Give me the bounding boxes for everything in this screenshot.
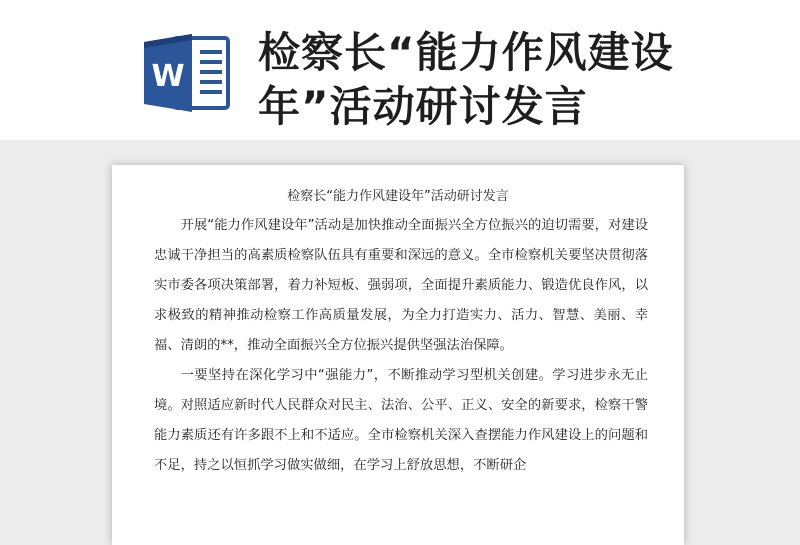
document-page (112, 165, 684, 545)
document-paragraph: 一要坚持在深化学习中“强能力”，不断推动学习型机关创建。学习进步永无止境。对照适应新时代人民群众对民主、法治、公平、正义、安全的新要求，检察干警能力素质还有许多跟不上和不适应。全市检察机关深入查摆能力作风建设上的问题和不足，持之以恒抓学习做实做细，在学习上舒放思想，不断研企 (154, 368, 648, 473)
svg-text:W: W (151, 59, 185, 94)
word-icon (144, 32, 230, 114)
header-title: 检察长“能力作风建设年”活动研讨发言 (258, 28, 674, 131)
document-paragraph: 开展“能力作风建设年”活动是加快推动全面振兴全方位振兴的迫切需要，对建设忠诚干净担当的高素质检察队伍具有重要和深远的意义。全市检察机关要坚决贯彻落实市委各项决策部署，着力补短板、强弱项，全面提升素质能力、锻造优良作风，以求极致的精神推动检察工作高质量发展，为全力打造实力、活力、智慧、美丽、幸福、清朗的**，推动全面振兴全方位振兴提供坚强法治保障。 (154, 218, 648, 353)
header-banner (0, 0, 800, 140)
document-body (154, 211, 648, 481)
document-title: 检察长“能力作风建设年”活动研讨发言 (287, 189, 509, 204)
